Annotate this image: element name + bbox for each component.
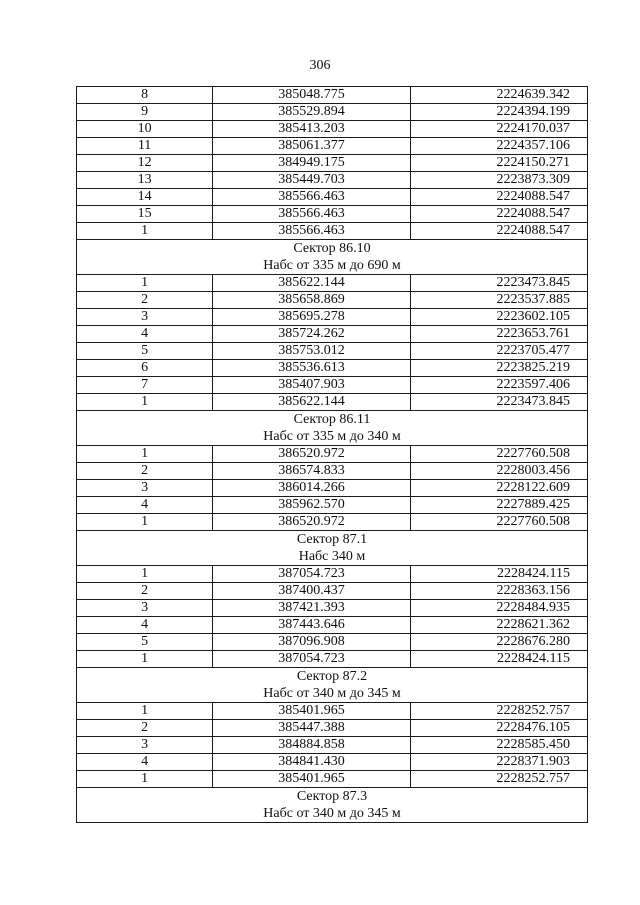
table-row — [77, 121, 588, 138]
point-number-cell: 1 — [77, 275, 213, 292]
point-number-cell: 14 — [77, 189, 213, 206]
table-row — [77, 377, 588, 394]
table-row — [77, 172, 588, 189]
y-coordinate-cell: 2228252.757 — [410, 771, 587, 788]
sector-header — [77, 531, 588, 566]
x-coordinate-cell: 385658.869 — [213, 292, 411, 309]
table-row — [77, 497, 588, 514]
y-coordinate-cell: 2228676.280 — [410, 634, 587, 651]
x-coordinate-cell: 387054.723 — [213, 566, 411, 583]
y-coordinate-cell: 2228424.115 — [410, 566, 587, 583]
table-row — [77, 566, 588, 583]
y-coordinate-cell: 2223873.309 — [410, 172, 587, 189]
table-row — [77, 480, 588, 497]
x-coordinate-cell: 386520.972 — [213, 446, 411, 463]
y-coordinate-cell: 2224088.547 — [410, 223, 587, 240]
sector-header — [77, 411, 588, 446]
table-row — [77, 617, 588, 634]
x-coordinate-cell: 385566.463 — [213, 223, 411, 240]
x-coordinate-cell: 385407.903 — [213, 377, 411, 394]
table-row — [77, 360, 588, 377]
point-number-cell: 5 — [77, 634, 213, 651]
sector-header-row — [77, 531, 588, 566]
point-number-cell: 5 — [77, 343, 213, 360]
y-coordinate-cell: 2224639.342 — [410, 87, 587, 104]
x-coordinate-cell: 386014.266 — [213, 480, 411, 497]
point-number-cell: 9 — [77, 104, 213, 121]
table-row — [77, 463, 588, 480]
table-row — [77, 292, 588, 309]
y-coordinate-cell: 2227760.508 — [410, 514, 587, 531]
sector-header — [77, 668, 588, 703]
x-coordinate-cell: 387400.437 — [213, 583, 411, 600]
x-coordinate-cell: 385724.262 — [213, 326, 411, 343]
point-number-cell: 1 — [77, 223, 213, 240]
table-row — [77, 754, 588, 771]
table-row — [77, 155, 588, 172]
point-number-cell: 3 — [77, 600, 213, 617]
point-number-cell: 8 — [77, 87, 213, 104]
x-coordinate-cell: 385401.965 — [213, 771, 411, 788]
x-coordinate-cell: 386574.833 — [213, 463, 411, 480]
table-row — [77, 189, 588, 206]
sector-height-range: Набс 340 м — [298, 549, 366, 564]
sector-title: Сектор 86.10 — [293, 241, 371, 256]
y-coordinate-cell: 2228122.609 — [410, 480, 587, 497]
y-coordinate-cell: 2228252.757 — [410, 703, 587, 720]
y-coordinate-cell: 2224150.271 — [410, 155, 587, 172]
sector-header — [77, 788, 588, 823]
y-coordinate-cell: 2224170.037 — [410, 121, 587, 138]
y-coordinate-cell: 2224088.547 — [410, 189, 587, 206]
table-row — [77, 634, 588, 651]
y-coordinate-cell: 2228484.935 — [410, 600, 587, 617]
x-coordinate-cell: 384841.430 — [213, 754, 411, 771]
sector-header-row — [77, 788, 588, 823]
y-coordinate-cell: 2227760.508 — [410, 446, 587, 463]
y-coordinate-cell: 2223825.219 — [410, 360, 587, 377]
y-coordinate-cell: 2224088.547 — [410, 206, 587, 223]
x-coordinate-cell: 385048.775 — [213, 87, 411, 104]
table-row — [77, 514, 588, 531]
point-number-cell: 12 — [77, 155, 213, 172]
sector-title: Сектор 87.1 — [296, 532, 368, 547]
point-number-cell: 7 — [77, 377, 213, 394]
point-number-cell: 15 — [77, 206, 213, 223]
sector-title: Сектор 86.11 — [293, 412, 371, 427]
table-row — [77, 223, 588, 240]
point-number-cell: 4 — [77, 617, 213, 634]
sector-header-row — [77, 411, 588, 446]
x-coordinate-cell: 384949.175 — [213, 155, 411, 172]
y-coordinate-cell: 2223653.761 — [410, 326, 587, 343]
y-coordinate-cell: 2228621.362 — [410, 617, 587, 634]
table-row — [77, 446, 588, 463]
point-number-cell: 1 — [77, 771, 213, 788]
x-coordinate-cell: 385622.144 — [213, 275, 411, 292]
point-number-cell: 2 — [77, 292, 213, 309]
sector-height-range: Набс от 340 м до 345 м — [263, 806, 401, 821]
y-coordinate-cell: 2228585.450 — [410, 737, 587, 754]
table-row — [77, 720, 588, 737]
x-coordinate-cell: 387054.723 — [213, 651, 411, 668]
x-coordinate-cell: 385753.012 — [213, 343, 411, 360]
y-coordinate-cell: 2223473.845 — [410, 394, 587, 411]
x-coordinate-cell: 386520.972 — [213, 514, 411, 531]
point-number-cell: 13 — [77, 172, 213, 189]
sector-height-range: Набс от 340 м до 345 м — [263, 686, 401, 701]
point-number-cell: 11 — [77, 138, 213, 155]
x-coordinate-cell: 385529.894 — [213, 104, 411, 121]
x-coordinate-cell: 385449.703 — [213, 172, 411, 189]
page-number: 306 — [309, 58, 331, 73]
y-coordinate-cell: 2223602.105 — [410, 309, 587, 326]
x-coordinate-cell: 385413.203 — [213, 121, 411, 138]
table-row — [77, 104, 588, 121]
x-coordinate-cell: 385566.463 — [213, 206, 411, 223]
x-coordinate-cell: 385536.613 — [213, 360, 411, 377]
sector-header-row — [77, 668, 588, 703]
x-coordinate-cell: 385622.144 — [213, 394, 411, 411]
point-number-cell: 2 — [77, 463, 213, 480]
point-number-cell: 1 — [77, 514, 213, 531]
point-number-cell: 2 — [77, 583, 213, 600]
sector-header — [77, 240, 588, 275]
sector-height-range: Набс от 335 м до 690 м — [263, 258, 401, 273]
table-row — [77, 206, 588, 223]
x-coordinate-cell: 385695.278 — [213, 309, 411, 326]
x-coordinate-cell: 385566.463 — [213, 189, 411, 206]
table-row — [77, 583, 588, 600]
x-coordinate-cell: 385447.388 — [213, 720, 411, 737]
x-coordinate-cell: 387443.646 — [213, 617, 411, 634]
point-number-cell: 3 — [77, 737, 213, 754]
table-row — [77, 343, 588, 360]
x-coordinate-cell: 387421.393 — [213, 600, 411, 617]
point-number-cell: 1 — [77, 651, 213, 668]
point-number-cell: 1 — [77, 394, 213, 411]
x-coordinate-cell: 384884.858 — [213, 737, 411, 754]
point-number-cell: 1 — [77, 446, 213, 463]
table-row — [77, 771, 588, 788]
sector-height-range: Набс от 335 м до 340 м — [263, 429, 401, 444]
y-coordinate-cell: 2227889.425 — [410, 497, 587, 514]
x-coordinate-cell: 385962.570 — [213, 497, 411, 514]
y-coordinate-cell: 2224357.106 — [410, 138, 587, 155]
table-row — [77, 275, 588, 292]
y-coordinate-cell: 2228424.115 — [410, 651, 587, 668]
table-row — [77, 87, 588, 104]
coordinates-table — [76, 86, 588, 823]
y-coordinate-cell: 2228363.156 — [410, 583, 587, 600]
sector-title: Сектор 87.2 — [296, 669, 368, 684]
y-coordinate-cell: 2224394.199 — [410, 104, 587, 121]
table-row — [77, 651, 588, 668]
point-number-cell: 4 — [77, 754, 213, 771]
point-number-cell: 3 — [77, 309, 213, 326]
sector-title: Сектор 87.3 — [296, 789, 368, 804]
x-coordinate-cell: 385401.965 — [213, 703, 411, 720]
y-coordinate-cell: 2223537.885 — [410, 292, 587, 309]
sector-header-row — [77, 240, 588, 275]
table-row — [77, 737, 588, 754]
y-coordinate-cell: 2228003.456 — [410, 463, 587, 480]
point-number-cell: 2 — [77, 720, 213, 737]
point-number-cell: 3 — [77, 480, 213, 497]
x-coordinate-cell: 385061.377 — [213, 138, 411, 155]
table-row — [77, 600, 588, 617]
point-number-cell: 1 — [77, 566, 213, 583]
point-number-cell: 4 — [77, 497, 213, 514]
table-row — [77, 703, 588, 720]
table-row — [77, 326, 588, 343]
point-number-cell: 4 — [77, 326, 213, 343]
x-coordinate-cell: 387096.908 — [213, 634, 411, 651]
y-coordinate-cell: 2223473.845 — [410, 275, 587, 292]
table-row — [77, 309, 588, 326]
y-coordinate-cell: 2223705.477 — [410, 343, 587, 360]
y-coordinate-cell: 2228371.903 — [410, 754, 587, 771]
y-coordinate-cell: 2223597.406 — [410, 377, 587, 394]
point-number-cell: 1 — [77, 703, 213, 720]
table-row — [77, 138, 588, 155]
point-number-cell: 10 — [77, 121, 213, 138]
point-number-cell: 6 — [77, 360, 213, 377]
table-row — [77, 394, 588, 411]
y-coordinate-cell: 2228476.105 — [410, 720, 587, 737]
coordinates-table-body — [77, 87, 588, 823]
